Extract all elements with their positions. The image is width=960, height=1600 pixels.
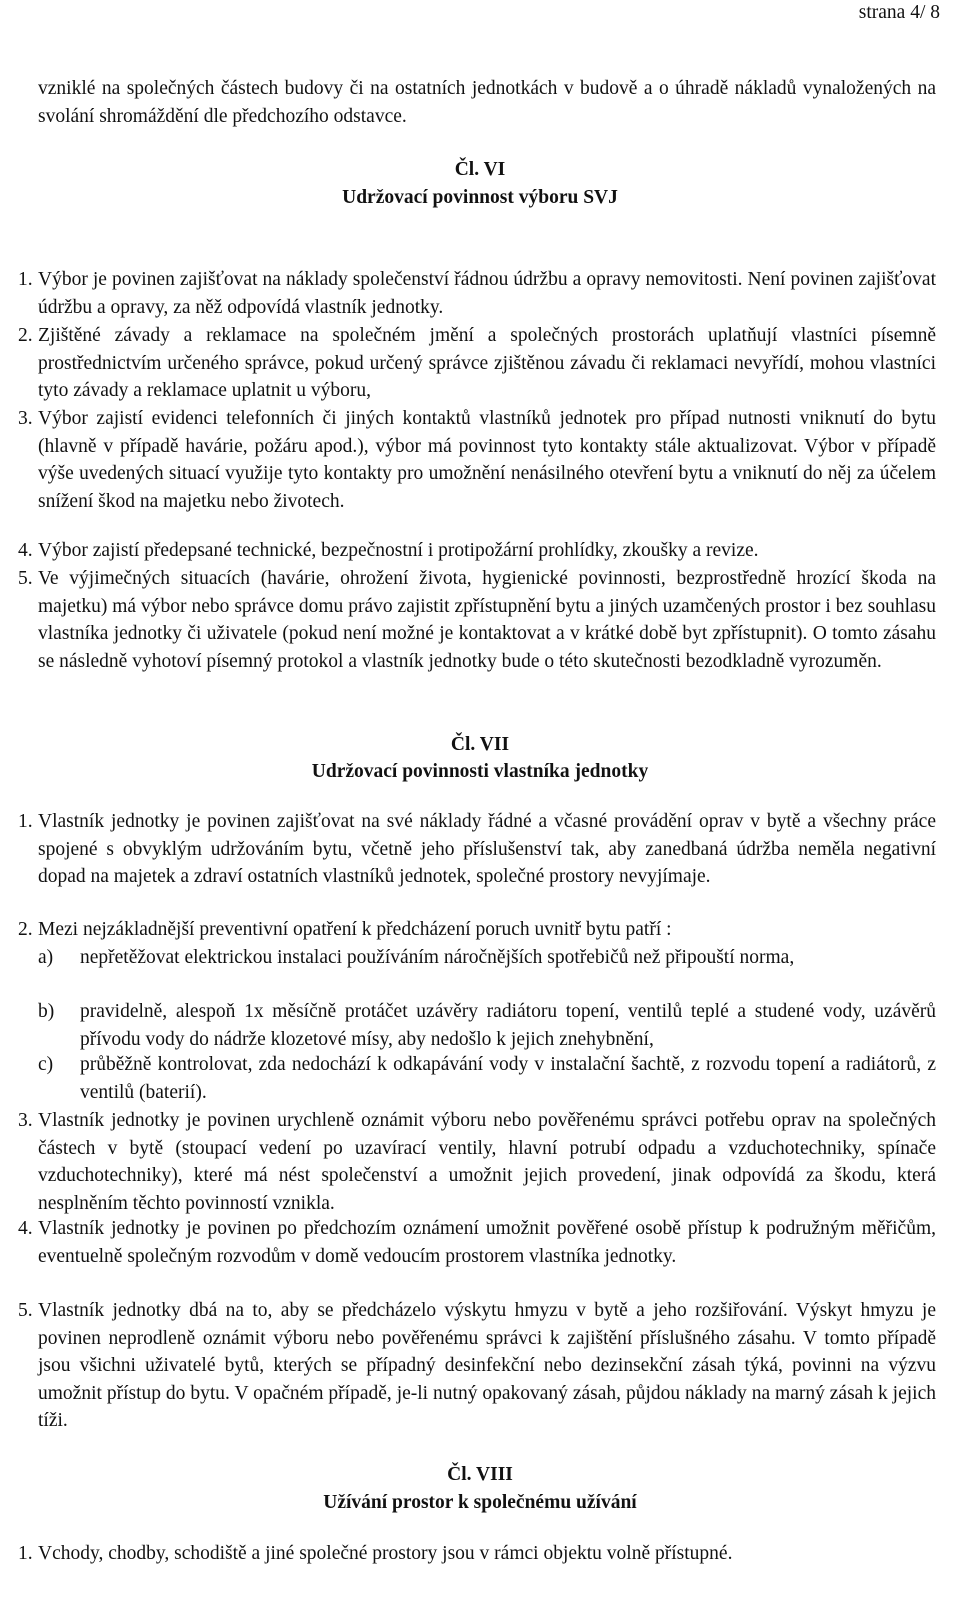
art7-subitem-b [38,998,936,1053]
article-8-title: Užívání prostor k společnému užívání [323,1492,637,1513]
item-text: Vlastník jednotky je povinen zajišťovat na své náklady řádné a včasné provádění oprav v bytě a všechny práce spojené s obvyklým udržováním bytu, včetně jeho příslušenství tak, aby zanedbaná údržba neměla negativní dopad na majetek a zdraví ostatních vlastníků jednotek, společné prostory nevyjímaje. [38,811,936,888]
item-number: 3. [18,408,33,429]
item-number: 3. [18,1110,33,1131]
item-text: Výbor zajistí evidenci telefonních či jiných kontaktů vlastníků jednotek pro případ nutnosti vniknutí do bytu (hlavně v případě havárie, požáru apod.), výbor má povinnost tyto kontakty stále aktualizovat. Výbor v případě výše uvedených situací využije tyto kontakty pro umožnění nenásilného otevření bytu a vniknutí do něj za účelem snížení škod na majetku nebo životech. [38,408,936,512]
subitem-label: a) [38,947,54,968]
art7-item-2 [18,916,936,944]
subitem-text: nepřetěžovat elektrickou instalaci používáním náročnějších spotřebičů než připouští norma, [80,947,795,968]
art7-item-4 [18,1215,936,1270]
art7-item-1 [18,808,936,891]
item-number: 2. [18,325,33,346]
art6-item-4 [18,537,936,565]
item-text: Vlastník jednotky je povinen urychleně oznámit výboru nebo pověřenému správci potřebu oprav na společných částech v bytě (stoupací vedení po uzavírací ventily, hlavní potrubí odpadu a vzduchotechniky, spínače vzduchotechniky), které má nést společenství a umožnit jejich provedení, jinak odpovídá za škodu, která nesplněním těchto povinností vznikla. [38,1110,936,1214]
subitem-text: pravidelně, alespoň 1x měsíčně protáčet uzávěry radiátoru topení, ventilů teplé a studené vody, uzávěrů přívodu vody do nádrže klozetové mísy, aby nedošlo k jejich znehybnění, [80,1001,936,1050]
item-number: 1. [18,811,33,832]
art6-item-1 [18,266,936,321]
art7-item-3 [18,1107,936,1217]
item-number: 5. [18,568,33,589]
subitem-text: průběžně kontrolovat, zda nedochází k odkapávání vody v instalační šachtě, z rozvodu topení a radiátorů, z ventilů (baterií). [80,1054,936,1103]
item-number: 1. [18,1543,33,1564]
item-text: Výbor zajistí předepsané technické, bezpečnostní i protipožární prohlídky, zkoušky a revize. [38,540,759,561]
article-6-title: Udržovací povinnost výboru SVJ [342,187,618,208]
article-7-label: Čl. VII [450,734,510,755]
item-number: 4. [18,1218,33,1239]
item-text: Ve výjimečných situacích (havárie, ohrožení života, hygienické povinnosti, bezprostředně hrozící škoda na majetku) má výbor nebo správce domu právo zajistit zpřístupnění bytu a jiných uzamčených prostor i bez souhlasu vlastníka jednotky či uživatele (pokud není možné je kontaktovat a v krátké době byt zpřístupnit). O tomto zásahu se následně vyhotoví písemný protokol a vlastník jednotky bude o této skutečnosti bezodkladně vyrozuměn. [38,568,936,672]
item-number: 4. [18,540,33,561]
art7-subitem-c [38,1051,936,1106]
art7-subitem-a [38,944,936,972]
item-text: Vlastník jednotky je povinen po předchozím oznámení umožnit pověřené osobě přístup k podružným měřičům, eventuelně společným rozvodům v domě vedoucím prostorem vlastníka jednotky. [38,1218,936,1267]
item-number: 5. [18,1300,33,1321]
item-text: Výbor je povinen zajišťovat na náklady společenství řádnou údržbu a opravy nemovitosti. Není povinen zajišťovat údržbu a opravy, za něž odpovídá vlastník jednotky. [38,269,936,318]
item-number: 2. [18,919,33,940]
subitem-label: b) [38,1001,55,1022]
intro-paragraph: vzniklé na společných částech budovy či na ostatních jednotkách v budově a o úhradě nákladů vynaložených na svolání shromáždění dle předchozího odstavce. [38,78,936,127]
item-text: Vlastník jednotky dbá na to, aby se předcházelo výskytu hmyzu v bytě a jeho rozšiřování. Výskyt hmyzu je povinen neprodleně oznámit výboru nebo pověřenému správci k zajištění příslušného zásahu. V tomto případě jsou všichni uživatelé bytů, kterých se případný desinfekční nebo dezinsekční zásah týká, povinni na výzvu umožnit přístup do bytu. V opačném případě, je-li nutný opakovaný zásah, půjdou náklady na marný zásah k jejich tíži. [38,1300,936,1432]
item-text: Mezi nejzákladnější preventivní opatření k předcházení poruch uvnitř bytu patří : [38,919,672,940]
subitem-label: c) [38,1054,54,1075]
art6-item-5 [18,565,936,675]
art7-item-5 [18,1297,936,1435]
item-text: Zjištěné závady a reklamace na společném jmění a společných prostorách uplatňují vlastníci písemně prostřednictvím určeného správce, pokud určený správce zjištěnou závadu či reklamaci nevyřídí, mohou vlastníci tyto závady a reklamace uplatnit u výboru, [38,325,936,402]
art8-item-1 [18,1540,936,1568]
art6-item-2 [18,322,936,405]
item-text: Vchody, chodby, schodiště a jiné společné prostory jsou v rámci objektu volně přístupné. [38,1543,733,1564]
article-7-title: Udržovací povinnosti vlastníka jednotky [311,761,649,782]
article-8-label: Čl. VIII [447,1464,513,1485]
article-6-label: Čl. VI [454,159,506,180]
page-number: strana 4/ 8 [858,2,940,23]
art6-item-3 [18,405,936,515]
item-number: 1. [18,269,33,290]
